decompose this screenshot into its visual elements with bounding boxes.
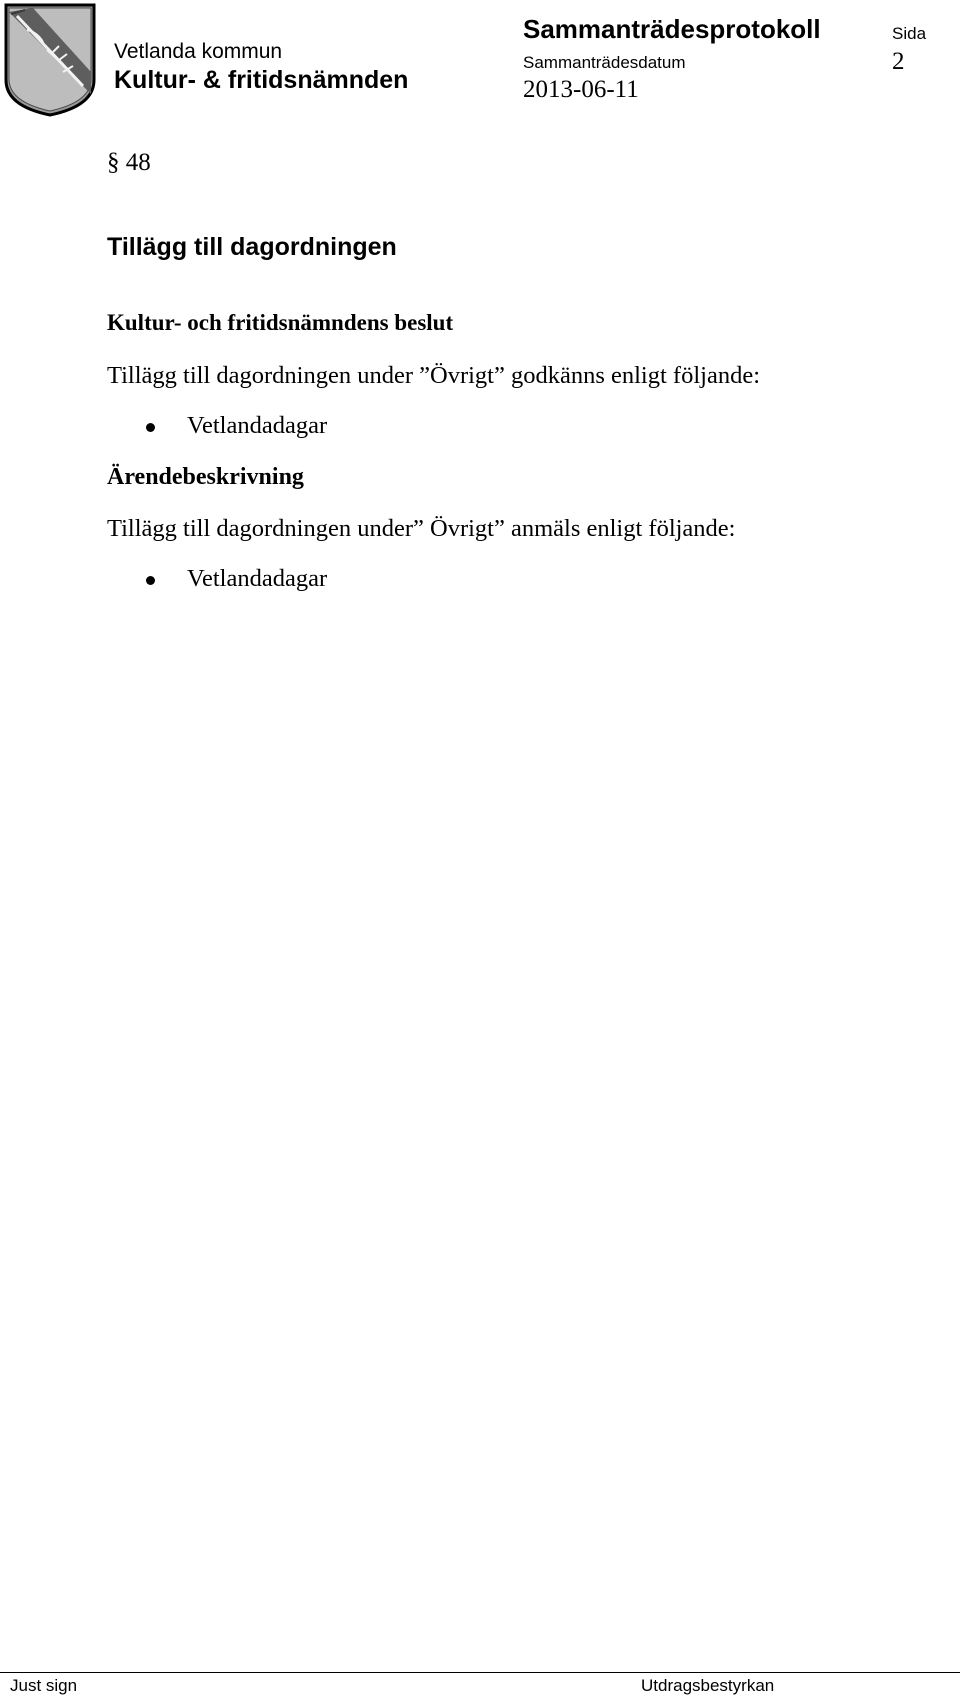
page-number: 2 [892,48,905,75]
committee-name: Kultur- & fritidsnämnden [114,66,409,94]
description-heading: Ärendebeskrivning [107,464,304,490]
meeting-date: 2013-06-11 [523,76,639,103]
decision-text: Tillägg till dagordningen under ”Övrigt” godkänns enligt följande: [107,362,760,389]
municipal-coat-of-arms [3,2,97,118]
paragraph-number: § 48 [107,149,151,176]
municipality-name: Vetlanda kommun [114,40,283,63]
bullet-icon [146,423,155,432]
list-item-text: Vetlandadagar [187,412,328,439]
footer-initials-label: Just sign [10,1676,78,1695]
footer-divider [0,1672,960,1673]
meeting-date-label: Sammanträdesdatum [523,53,686,72]
footer-certification-label: Utdragsbestyrkan [641,1676,775,1695]
decision-heading: Kultur- och fritidsnämndens beslut [107,310,454,335]
list-item-text: Vetlandadagar [187,565,328,592]
description-text: Tillägg till dagordningen under” Övrigt” anmäls enligt följande: [107,515,736,542]
bullet-icon [146,576,155,585]
page-label: Sida [892,24,927,43]
section-heading: Tillägg till dagordningen [107,233,397,261]
document-title: Sammanträdesprotokoll [523,14,821,44]
